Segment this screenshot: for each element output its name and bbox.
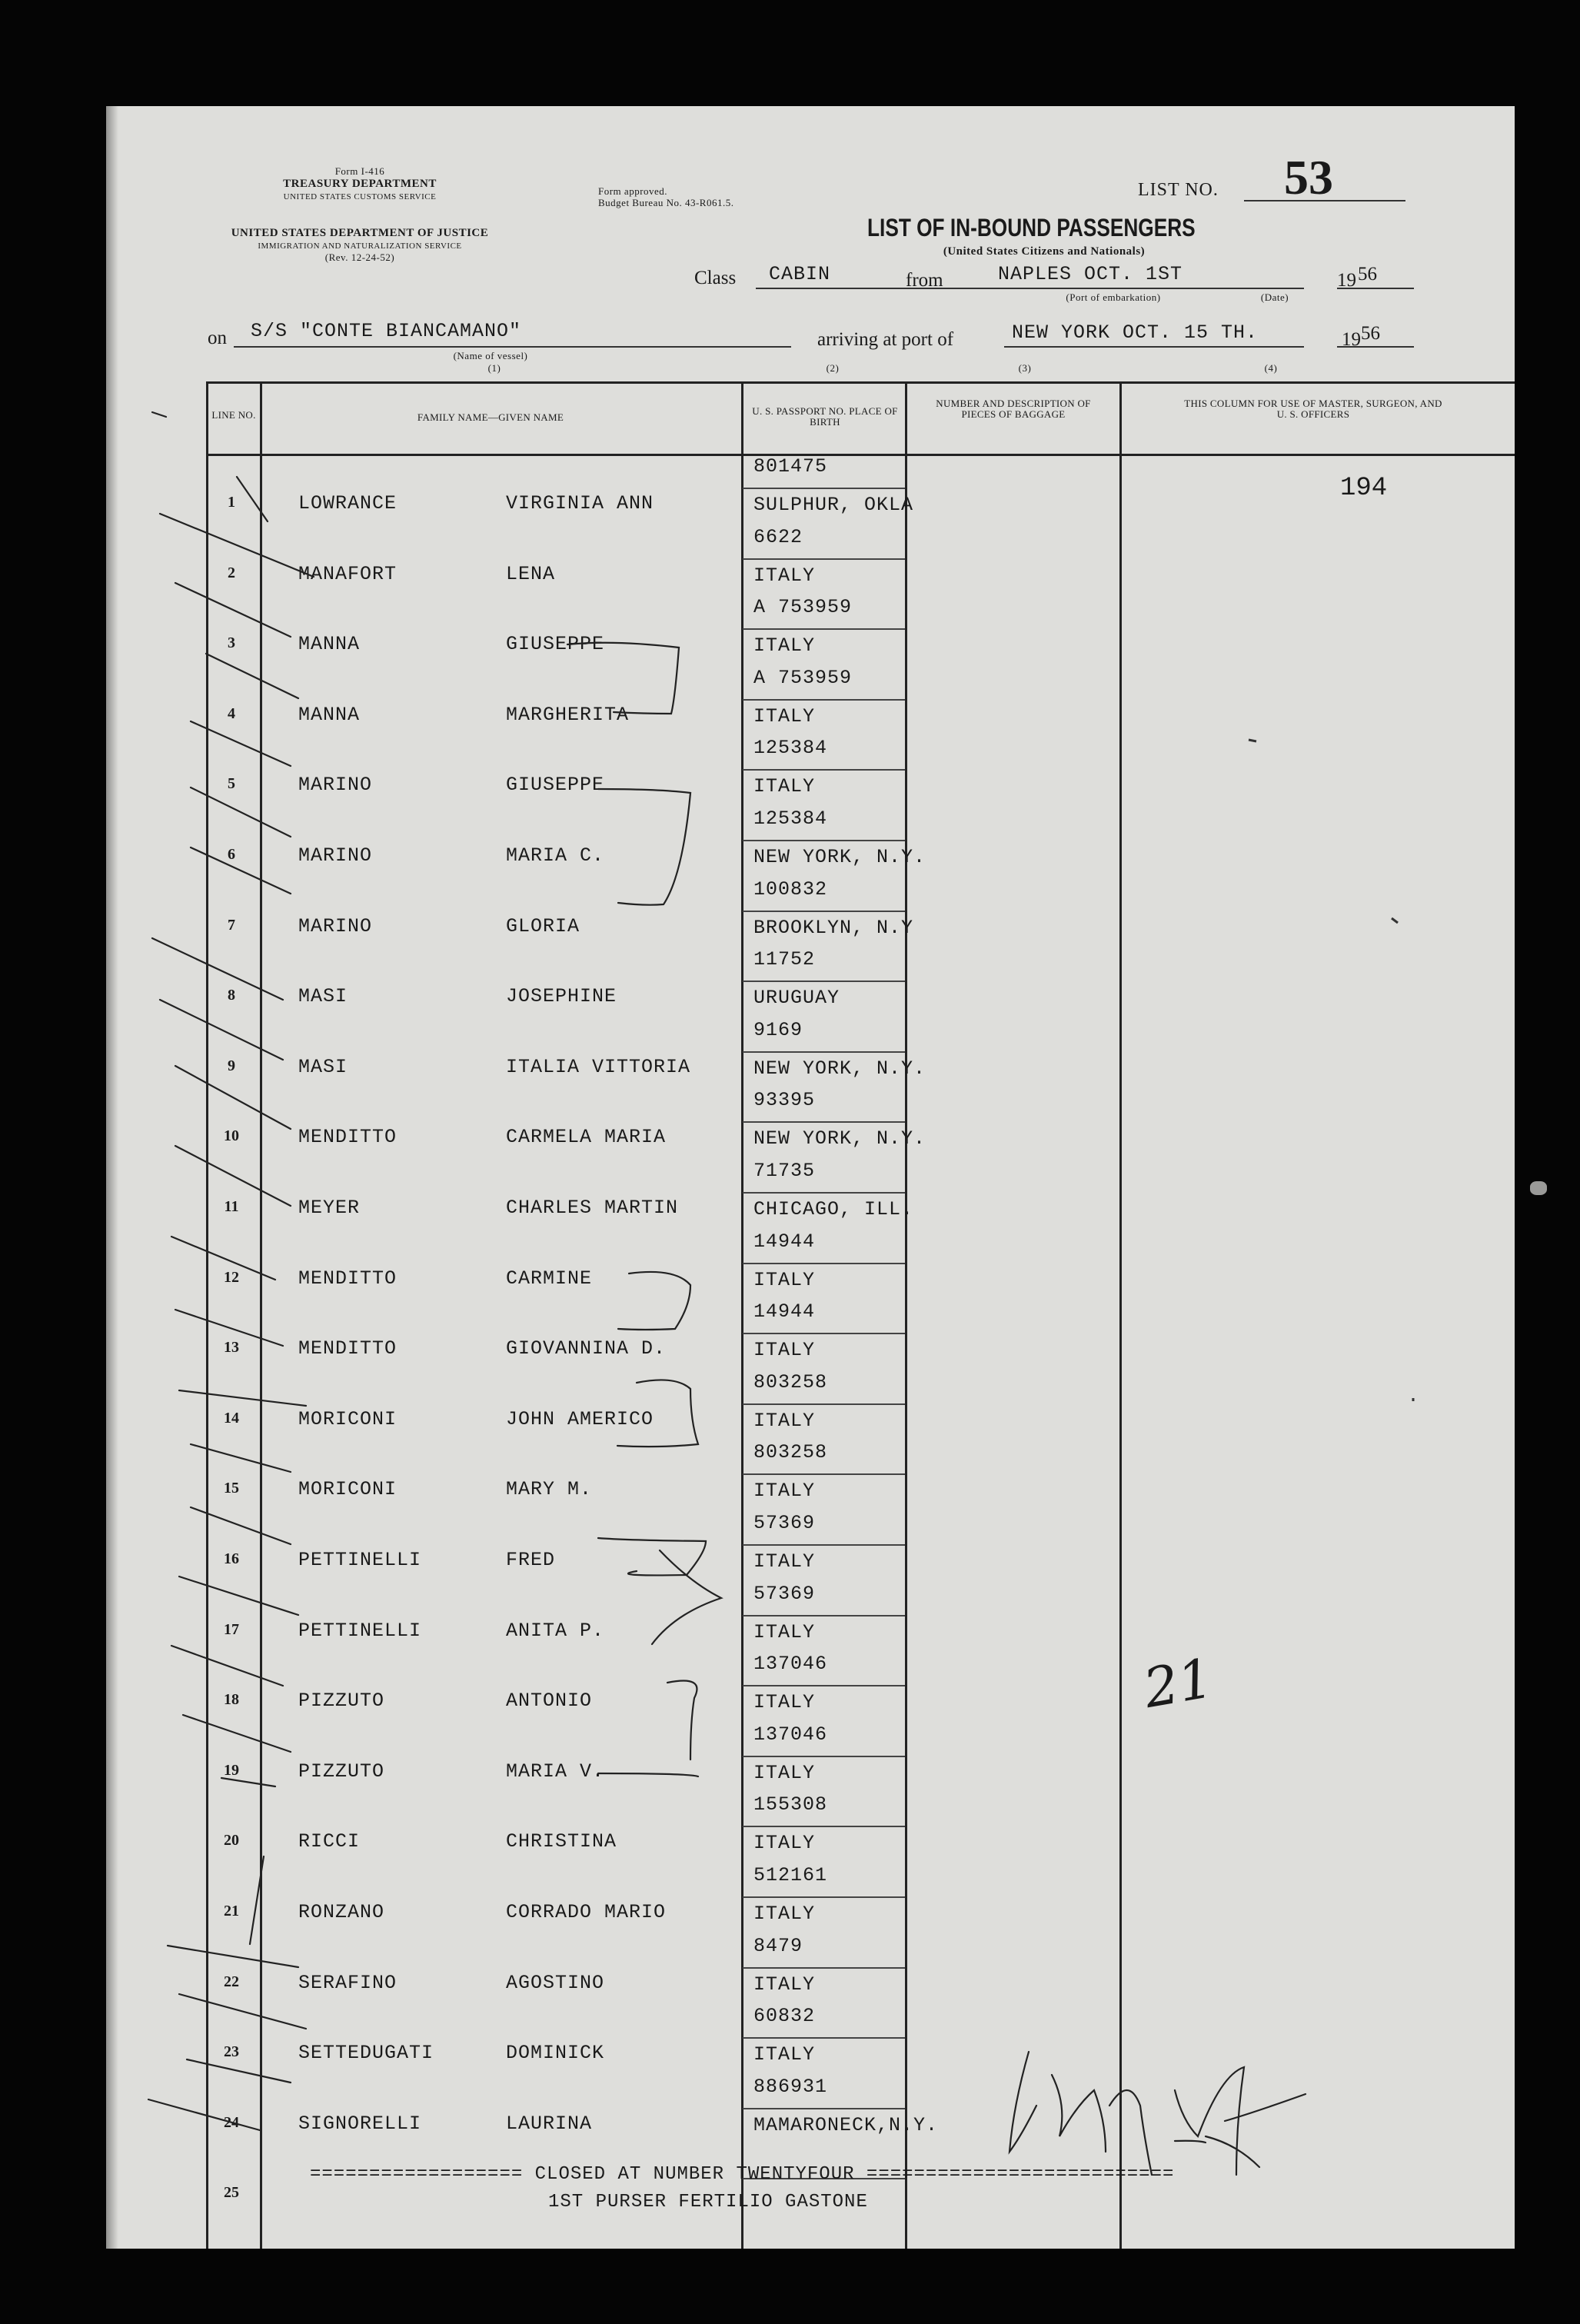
given-name: CHARLES MARTIN	[506, 1197, 679, 1219]
place-of-birth: BROOKLYN, N.Y	[753, 916, 914, 939]
line-number: 5	[228, 775, 235, 793]
place-of-birth: ITALY	[753, 2043, 816, 2066]
line-number: 22	[224, 1973, 239, 1990]
passport-number: 14944	[753, 1230, 816, 1253]
place-of-birth: CHICAGO, ILL.	[753, 1198, 914, 1220]
line-number: 8	[228, 987, 235, 1004]
given-name: VIRGINIA ANN	[506, 492, 654, 514]
given-name: ITALIA VITTORIA	[506, 1055, 691, 1078]
closing-line: ================== CLOSED AT NUMBER TWENTYFOUR ==========================	[310, 2164, 1175, 2185]
passport-number: A 753959	[753, 666, 853, 689]
caption-2: (2)	[826, 362, 840, 374]
line-number: 9	[228, 1057, 235, 1074]
given-name: CORRADO MARIO	[506, 1901, 667, 1923]
passport-number: 801475	[753, 455, 828, 478]
place-of-birth: ITALY	[753, 1409, 816, 1432]
class-label: Class	[694, 268, 737, 288]
family-name: PIZZUTO	[298, 1760, 385, 1783]
handwritten-21: 21	[1139, 1646, 1218, 1721]
given-name: MARIA V.	[506, 1760, 605, 1783]
passport-number: 14944	[753, 1300, 816, 1323]
line-number: 3	[228, 634, 235, 652]
line-number: 21	[224, 1903, 239, 1919]
line-number: 7	[228, 916, 235, 934]
family-name: SETTEDUGATI	[298, 2042, 434, 2065]
passport-number: 155308	[753, 1793, 828, 1816]
page-subtitle: (United States Citizens and Nationals)	[943, 245, 1146, 258]
page-title: LIST OF IN-BOUND PASSENGERS	[867, 214, 1196, 241]
given-name: JOHN AMERICO	[506, 1407, 654, 1430]
given-name: GIOVANNINA D.	[506, 1337, 667, 1360]
family-name: MENDITTO	[298, 1126, 397, 1149]
line-number: 13	[224, 1339, 239, 1357]
date-caption: (Date)	[1260, 291, 1289, 303]
given-name: JOSEPHINE	[506, 985, 617, 1008]
line-number: 15	[224, 1480, 239, 1497]
customs-service: UNITED STATES CUSTOMS SERVICE	[283, 192, 437, 201]
passport-number: 8479	[753, 1934, 803, 1957]
given-name: AGOSTINO	[506, 1971, 605, 1994]
from-label: from	[906, 270, 943, 291]
line-number: 19	[224, 1761, 239, 1779]
caption-3: (3)	[1018, 362, 1032, 374]
ins-service: IMMIGRATION AND NATURALIZATION SERVICE	[258, 241, 462, 251]
class-value: CABIN	[769, 263, 831, 285]
passport-number: 125384	[753, 807, 828, 830]
place-of-birth: ITALY	[753, 1832, 816, 1855]
passport-number: 57369	[753, 1512, 816, 1534]
family-name: MEYER	[298, 1197, 361, 1219]
place-of-birth: ITALY	[753, 775, 816, 798]
place-of-birth: ITALY	[753, 1761, 816, 1784]
document-page	[106, 106, 1515, 2249]
given-name: CHRISTINA	[506, 1830, 617, 1853]
passport-number: 57369	[753, 1582, 816, 1605]
family-name: MORICONI	[298, 1407, 397, 1430]
given-name: LENA	[506, 562, 556, 585]
line-number: 23	[224, 2043, 239, 2061]
family-name: MARINO	[298, 844, 373, 867]
vessel-name: S/S "CONTE BIANCAMANO"	[251, 320, 522, 342]
place-of-birth: ITALY	[753, 1691, 816, 1714]
passport-number: 9169	[753, 1018, 803, 1041]
passport-number: 125384	[753, 737, 828, 760]
line-number: 16	[224, 1550, 239, 1567]
given-name: ANITA P.	[506, 1619, 605, 1642]
passport-number: 512161	[753, 1864, 828, 1886]
place-of-birth: NEW YORK, N.Y.	[753, 1057, 926, 1080]
family-name: MORICONI	[298, 1478, 397, 1501]
place-of-birth: ITALY	[753, 1550, 816, 1573]
family-name: RICCI	[298, 1830, 361, 1853]
place-of-birth: SULPHUR, OKLA	[753, 494, 914, 516]
year-value-1: 56	[1358, 264, 1377, 285]
place-of-birth: NEW YORK, N.Y.	[753, 1127, 926, 1150]
caption-1: (1)	[487, 362, 501, 374]
given-name: FRED	[506, 1549, 556, 1571]
line-number: 17	[224, 1620, 239, 1638]
place-of-birth: ITALY	[753, 1903, 816, 1925]
line-number: 18	[224, 1691, 239, 1709]
family-name: MANNA	[298, 703, 361, 726]
passport-number: 803258	[753, 1441, 828, 1464]
line-number: 12	[224, 1268, 239, 1286]
form-id: Form I-416	[334, 165, 385, 177]
family-name: PETTINELLI	[298, 1619, 422, 1642]
line-number: 24	[224, 2113, 239, 2131]
place-of-birth: ITALY	[753, 704, 816, 727]
place-of-birth: ITALY	[753, 564, 816, 587]
given-name: ANTONIO	[506, 1690, 593, 1713]
arriving-value: NEW YORK OCT. 15 TH.	[1012, 321, 1259, 344]
given-name: CARMELA MARIA	[506, 1126, 667, 1149]
family-name: MENDITTO	[298, 1337, 397, 1360]
line-number: 4	[228, 704, 235, 722]
line-number: 10	[224, 1127, 239, 1145]
passport-number: 100832	[753, 877, 828, 901]
family-name: MANAFORT	[298, 562, 397, 585]
col-baggage: NUMBER AND DESCRIPTION OF PIECES OF BAGGAGE	[936, 398, 1091, 420]
year-prefix-1: 19	[1337, 270, 1356, 291]
col-officers: THIS COLUMN FOR USE OF MASTER, SURGEON, AND U. S. OFFICERS	[1184, 398, 1442, 420]
family-name: PETTINELLI	[298, 1549, 422, 1571]
passport-number: A 753959	[753, 596, 853, 619]
treasury-dept: TREASURY DEPARTMENT	[283, 178, 437, 190]
given-name: GLORIA	[506, 914, 580, 937]
given-name: MARIA C.	[506, 844, 605, 867]
place-of-birth: ITALY	[753, 1268, 816, 1291]
passport-number: 71735	[753, 1160, 816, 1182]
family-name: MARINO	[298, 914, 373, 937]
budget-bureau: Budget Bureau No. 43-R061.5.	[598, 197, 734, 208]
family-name: MASI	[298, 1055, 348, 1078]
justice-dept: UNITED STATES DEPARTMENT OF JUSTICE	[231, 227, 489, 239]
family-name: MASI	[298, 985, 348, 1008]
family-name: RONZANO	[298, 1901, 385, 1923]
place-of-birth: ITALY	[753, 1339, 816, 1362]
passport-number: 60832	[753, 2005, 816, 2028]
arriving-label: arriving at port of	[817, 329, 954, 350]
given-name: GIUSEPPE	[506, 774, 605, 797]
scan-speck	[1530, 1181, 1547, 1195]
vessel-caption: (Name of vessel)	[453, 350, 528, 361]
line-number: 2	[228, 564, 235, 581]
given-name: LAURINA	[506, 2112, 593, 2135]
line-number: 11	[224, 1198, 239, 1215]
port-caption: (Port of embarkation)	[1066, 291, 1161, 303]
col-passport: U. S. PASSPORT NO. PLACE OF BIRTH	[752, 405, 898, 428]
place-of-birth: ITALY	[753, 634, 816, 658]
passport-number: 137046	[753, 1723, 828, 1746]
line-number: 1	[228, 494, 235, 511]
given-name: CARMINE	[506, 1267, 593, 1290]
year-prefix-2: 19	[1342, 329, 1361, 350]
line-number: 20	[224, 1832, 239, 1850]
passport-number: 886931	[753, 2075, 828, 2098]
family-name: LOWRANCE	[298, 492, 397, 514]
line-number: 25	[224, 2184, 239, 2202]
place-of-birth: MAMARONECK,N.Y.	[753, 2113, 939, 2136]
family-name: MARINO	[298, 774, 373, 797]
passport-number: 137046	[753, 1653, 828, 1676]
on-label: on	[208, 328, 227, 348]
count-annotation: 194	[1340, 474, 1388, 503]
place-of-birth: ITALY	[753, 1480, 816, 1503]
given-name: GIUSEPPE	[506, 633, 605, 656]
passport-number: 6622	[753, 525, 803, 548]
revision-date: (Rev. 12-24-52)	[324, 251, 395, 263]
given-name: MARGHERITA	[506, 703, 630, 726]
from-value: NAPLES OCT. 1ST	[998, 263, 1183, 285]
family-name: SIGNORELLI	[298, 2112, 422, 2135]
purser-line: 1ST PURSER FERTILIO GASTONE	[548, 2192, 868, 2212]
col-line-no: LINE NO.	[211, 409, 256, 421]
passport-number: 803258	[753, 1370, 828, 1393]
place-of-birth: URUGUAY	[753, 987, 840, 1010]
given-name: DOMINICK	[506, 2042, 605, 2065]
line-number: 14	[224, 1409, 239, 1427]
list-no-label: LIST NO.	[1138, 180, 1219, 200]
family-name: MENDITTO	[298, 1267, 397, 1290]
passport-number: 11752	[753, 948, 816, 971]
list-number: 53	[1284, 150, 1333, 205]
passport-number: 93395	[753, 1089, 816, 1112]
handwritten-marks	[106, 106, 1515, 2249]
given-name: MARY M.	[506, 1478, 593, 1501]
caption-4: (4)	[1264, 362, 1278, 374]
family-name: MANNA	[298, 633, 361, 656]
year-value-2: 56	[1361, 323, 1380, 344]
family-name: SERAFINO	[298, 1971, 397, 1994]
place-of-birth: ITALY	[753, 1620, 816, 1643]
line-number: 6	[228, 846, 235, 863]
place-of-birth: ITALY	[753, 1973, 816, 1996]
form-approved: Form approved.	[598, 185, 668, 197]
place-of-birth: NEW YORK, N.Y.	[753, 846, 926, 868]
family-name: PIZZUTO	[298, 1690, 385, 1713]
col-name: FAMILY NAME—GIVEN NAME	[417, 411, 564, 423]
